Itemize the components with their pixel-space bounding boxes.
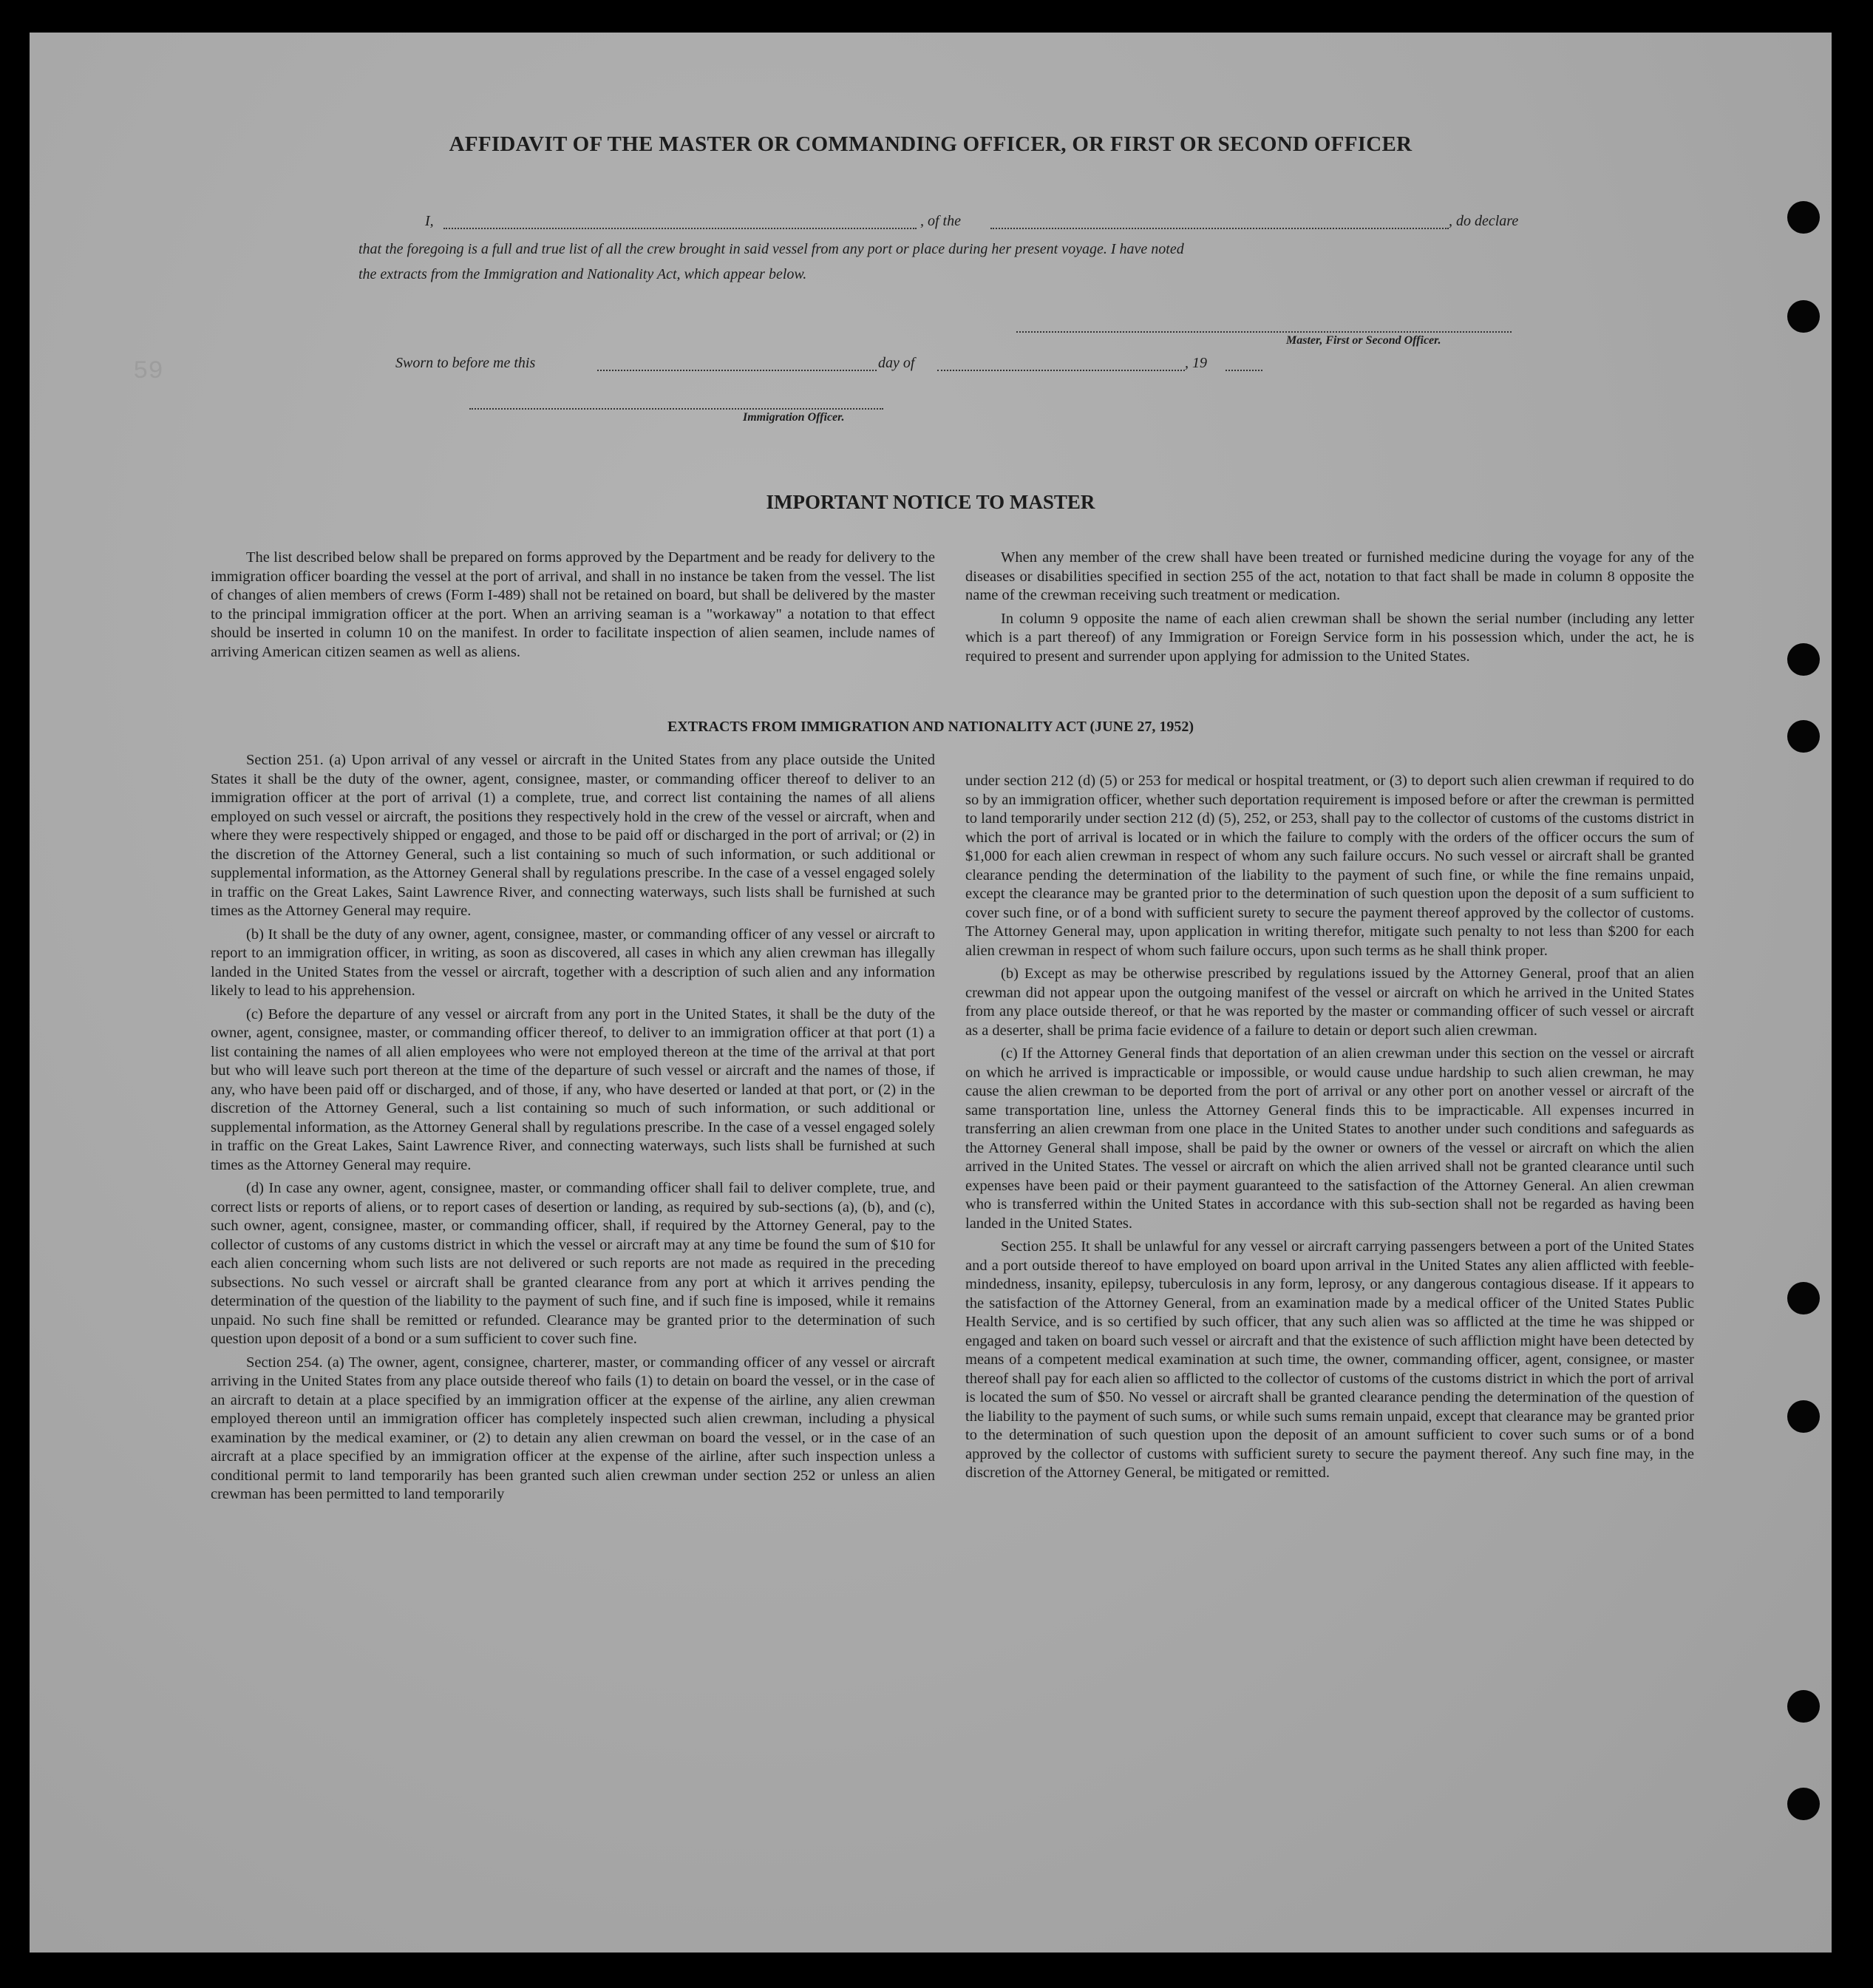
sworn-label: Sworn to before me this xyxy=(395,355,536,371)
section-254a: Section 254. (a) The owner, agent, consignee, charterer, master, or commanding officer of any vessel or aircraft arriving in the United States from any place outside thereof who fails (1) to detain on board the vessel, or in the case of an aircraft to detain at a place specified by an immigration officer at the expense of the airline, any alien crewman employed thereon until an immigration officer has completely inspected such alien crewman, including a physical examination by the medical examiner, or (2) to detain any alien crewman on board the vessel, or in the case of an aircraft at a place specified by an immigration officer at the expense of the airline, after such inspection unless a conditional permit to land temporarily has been granted such alien crewman under section 252 or unless an alien crewman has been permitted to land temporarily xyxy=(211,1354,935,1502)
binder-hole xyxy=(1787,201,1820,234)
sworn-day-field[interactable] xyxy=(597,370,877,371)
notice-paragraph: The list described below shall be prepared on forms approved by the Department and be ready for delivery to the immigration officer boarding the vessel at the port of arrival, and shall in no instance be taken from the vessel. The list of changes of alien members of crews (Form I-489) shall not be retained on board, but shall be delivered by the master to the principal immigration officer at the port. When an arriving seaman is a "workaway" a notation to that effect should be inserted in column 10 on the manifest. In order to facilitate inspection of alien seamen, include names of arriving American citizen seamen as well as aliens. xyxy=(211,549,935,660)
day-of-label: day of xyxy=(878,355,915,371)
i-label: I, xyxy=(425,213,434,229)
notice-title: IMPORTANT NOTICE TO MASTER xyxy=(766,491,1095,513)
year-label: , 19 xyxy=(1185,355,1207,371)
declaration-line-2: the extracts from the Immigration and Nationality Act, which appear below. xyxy=(358,266,807,282)
section-255: Section 255. It shall be unlawful for any vessel or aircraft carrying passengers between a port of the United States and a port outside thereof to have employed on board upon arrival in the United States any alien afflicted with feeble-mindedness, insanity, epilepsy, tuberculosis in any form, leprosy, or any dangerous contagious disease. If it appears to the satisfaction of the Attorney General, from an examination made by a medical officer of the United States Public Health Service, and is so certified by such officer, that any such alien was so afflicted at the time he was shipped or engaged and taken on board such vessel or aircraft and that the existence of such affliction might have been detected by means of a competent medical examination at such time, the owner, commanding officer, agent, consignee, or master thereof shall pay for each alien so afflicted to the collector of customs of the customs district in which the port of arrival is located the sum of $50. No vessel or aircraft shall be granted clearance pending the determination of the question of the liability to the payment of such sums, or while such sums remain unpaid, except that clearance may be granted prior to the determination of such question upon the deposit of an amount sufficient to cover such sums or of a bond approved by the collector of customs with sufficient surety to secure the payment thereof. Any such fine may, in the discretion of the Attorney General, be mitigated or remitted. xyxy=(965,1238,1694,1481)
name-field[interactable] xyxy=(443,228,917,229)
of-the-label: , of the xyxy=(920,213,961,229)
vessel-field[interactable] xyxy=(990,228,1449,229)
document-page xyxy=(30,33,1832,1953)
section-251d: (d) In case any owner, agent, consignee, master, or commanding officer shall fail to deliver complete, true, and correct lists or reports of aliens, or to report cases of desertion or landing, as required by sub-sections (a), (b), and (c), such owner, agent, consignee, master, or commanding officer, shall, if required by the Attorney General, pay to the collector of customs of any customs district in which the vessel or aircraft may at any time be found the sum of $10 for each alien concerning whom such lists are not delivered or such reports are not made as required in the preceding subsections. No such vessel or aircraft shall be granted clearance from any port at which it arrives pending the determination of the question of the liability to the payment of such fine, and if such fine is imposed, while it remains unpaid. No such fine shall be remitted or refunded. Clearance may be granted prior to the determination of such question upon deposit of a bond or a sum sufficient to cover such fine. xyxy=(211,1180,935,1347)
section-251b: (b) It shall be the duty of any owner, agent, consignee, master, or commanding officer of any vessel or aircraft to report to an immigration officer, in writing, as soon as discovered, all cases in which any alien crewman has illegally landed in the United States from the vessel or aircraft, together with a description of such alien and any information likely to lead to his apprehension. xyxy=(211,926,935,999)
notice-paragraph: In column 9 opposite the name of each alien crewman shall be shown the serial number (including any letter which is a part thereof) of any Immigration or Foreign Service form in his possession which, under the act, he is required to present and surrender upon applying for admission to the United States. xyxy=(965,610,1694,665)
extracts-right-column xyxy=(965,772,1694,1487)
section-251c: (c) Before the departure of any vessel or aircraft from any port in the United States, it shall be the duty of the owner, agent, consignee, master, or commanding officer thereof, to deliver to an immigration officer at that port (1) a list containing the names of all alien employees who were not employed thereon at the time of the arrival at that port but who will leave such port thereon at the time of the departure of such vessel or aircraft and the names of those, if any, who have been paid off or discharged, and of those, if any, who have deserted or landed at that port, or (2) in the discretion of the Attorney General, such a list containing so much of such information, or such additional or supplemental information, as the Attorney General shall by regulations prescribe. In the case of a vessel engaged solely in traffic on the Great Lakes, Saint Lawrence River, and connecting waterways, such lists shall be furnished at such times as the Attorney General may require. xyxy=(211,1005,935,1173)
binder-hole xyxy=(1787,1400,1820,1433)
binder-hole xyxy=(1787,1788,1820,1820)
do-declare-label: , do declare xyxy=(1449,213,1519,229)
section-254c: (c) If the Attorney General finds that deportation of an alien crewman under this section on the vessel or aircraft on which he arrived is impracticable or impossible, or would cause undue hardship to such alien crewman, he may cause the alien crewman to be deported from the port of arrival or any other port on another vessel or aircraft of the same transportation line, unless the Attorney General finds this to be impracticable. All expenses incurred in transferring an alien crewman from one place in the United States to another under such conditions and safeguards as the Attorney General shall impose, shall be paid by the owner or owners of the vessel or aircraft on which the alien arrived in the United States. The vessel or aircraft on which the alien arrived shall not be granted clearance until such expenses have been paid or their payment guaranteed to the satisfaction of the Attorney General. An alien crewman who is transferred within the United States in accordance with this sub-section shall not be regarded as having been landed in the United States. xyxy=(965,1045,1694,1232)
declaration-line-1: that the foregoing is a full and true list of all the crew brought in said vessel from any port or place during her present voyage. I have noted xyxy=(358,241,1184,257)
master-signature-field[interactable] xyxy=(1016,331,1512,333)
sworn-month-field[interactable] xyxy=(937,370,1185,371)
officer-signature-label: Immigration Officer. xyxy=(743,411,845,424)
section-254b: (b) Except as may be otherwise prescribed by regulations issued by the Attorney General, proof that an alien crewman did not appear upon the outgoing manifest of the vessel or aircraft on which he arrived in the United States from any place outside thereof, or that he was reported by the master or commanding officer of such vessel or aircraft as a deserter, shall be prima facie evidence of a failure to detain or deport such alien crewman. xyxy=(965,966,1694,1039)
section-254a-continued: under section 212 (d) (5) or 253 for medical or hospital treatment, or (3) to deport such alien crewman if required to do so by an immigration officer, whether such deportation requirement is imposed before or after the crewman is permitted to land temporarily under section 212 (d) (5), 252, or 253, shall pay to the collector of customs of the customs district in which the port of arrival is located or in which the failure to comply with the orders of the officer occurs the sum of $1,000 for each alien crewman in respect of whom any such failure occurs. No such vessel or aircraft shall be granted clearance pending the determination of the liability to the payment of such fine, or while the fine remains unpaid, except the clearance may be granted prior to the determination of such question upon the deposit of a sum sufficient to cover such fine, or of a bond with sufficient surety to secure the payment thereof approved by the collector of customs. The Attorney General may, upon application in writing therefor, mitigate such penalty to not less than $200 for each alien crewman in respect of whom such failure occurs, upon such terms as he shall think proper. xyxy=(965,773,1694,959)
notice-paragraph: When any member of the crew shall have been treated or furnished medicine during the voyage for any of the diseases or disabilities specified in section 255 of the act, notation to that fact shall be made in column 8 opposite the name of the crewman receiving such treatment or medication. xyxy=(965,549,1694,603)
sworn-year-field[interactable] xyxy=(1226,370,1262,371)
extracts-title: EXTRACTS FROM IMMIGRATION AND NATIONALITY ACT (JUNE 27, 1952) xyxy=(667,719,1194,735)
officer-signature-field[interactable] xyxy=(469,408,883,410)
affidavit-title: AFFIDAVIT OF THE MASTER OR COMMANDING OFFICER, OR FIRST OR SECOND OFFICER xyxy=(449,132,1413,156)
notice-left-column xyxy=(211,549,935,666)
binder-hole xyxy=(1787,643,1820,676)
section-251a: Section 251. (a) Upon arrival of any vessel or aircraft in the United States from any place outside the United States it shall be the duty of the owner, agent, consignee, master, or commanding officer thereof to deliver to an immigration officer at the port of arrival (1) a complete, true, and correct list containing the names of all aliens employed on such vessel or aircraft, the positions they respectively hold in the crew of the vessel or aircraft, when and where they were respectively shipped or engaged, and those to be paid off or discharged in the port of arrival; or (2) in the discretion of the Attorney General, such a list containing so much of such information, or such additional or supplemental information, as the Attorney General shall by regulations prescribe. In the case of a vessel engaged solely in traffic on the Great Lakes, Saint Lawrence River, and connecting waterways, such lists shall be furnished at such times as the Attorney General may require. xyxy=(211,752,935,919)
extracts-left-column xyxy=(211,751,935,1509)
binder-hole xyxy=(1787,300,1820,333)
notice-right-column xyxy=(965,549,1694,671)
binder-hole xyxy=(1787,1690,1820,1723)
master-signature-label: Master, First or Second Officer. xyxy=(1286,334,1441,347)
page-number: 59 xyxy=(133,358,163,386)
binder-hole xyxy=(1787,1282,1820,1314)
